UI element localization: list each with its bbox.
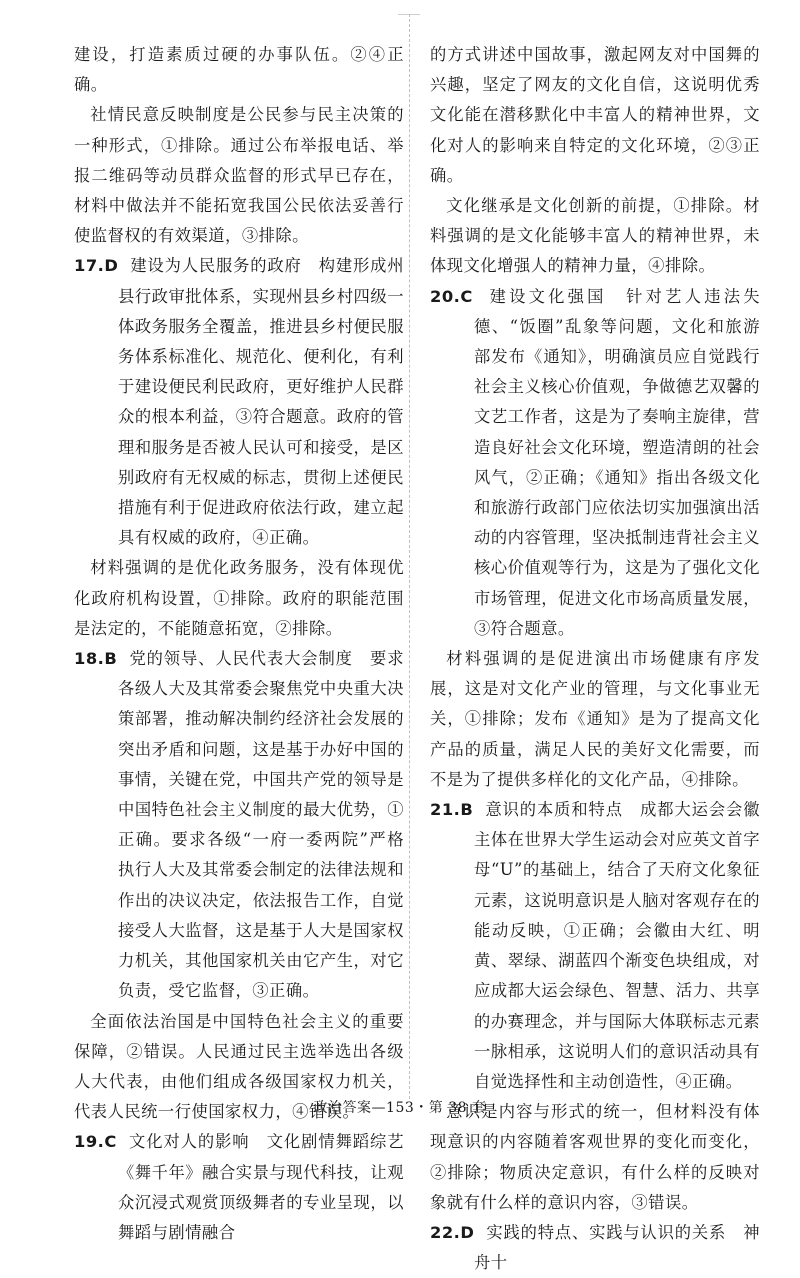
- question-17-text: 建设为人民服务的政府 构建形成州县行政审批体系，实现州县乡村四级一体政务服务全覆盖，推进县乡村便民服务体系标准化、规范化、便利化，有利于建设便民利民政府，更好维护人民群众的根本利益，③符合题意。政府的管理和服务是否被人民认可和接受，是区别政府有无权威的标志，贯彻上述便民措施有利于促进政府依法行政，建立起具有权威的政府，④正确。: [118, 256, 404, 548]
- answer-explanation: 社情民意反映制度是公民参与民主决策的一种形式，①排除。通过公布举报电话、举报二维码等动员群众监督的形式早已存在，材料中做法并不能拓宽我国公民依法妥善行使监督权的有效渠道，③排除。: [74, 105, 404, 246]
- question-22-text: 实践的特点、实践与认识的关系 神舟十: [474, 1222, 760, 1273]
- column-divider: [409, 14, 410, 1099]
- question-17-answer: [74, 251, 404, 553]
- question-20-answer: [430, 282, 760, 644]
- question-21-number: 21.B: [430, 800, 474, 820]
- question-21-answer: [430, 795, 760, 1097]
- question-20-text: 建设文化强国 针对艺人违法失德、“饭圈”乱象等问题，文化和旅游部发布《通知》，明确演员应自觉践行社会主义核心价值观，争做德艺双馨的文艺工作者，这是为了奏响主旋律，营造良好社会文化环境，塑造清朗的社会风气，②正确；《通知》指出各级文化和旅游行政部门应依法切实加强演出活动的内容管理，坚决抵制违背社会主义核心价值观等行为，这是为了强化文化市场管理，促进文化市场高质量发展，③符合题意。: [474, 286, 760, 638]
- answer-explanation: 文化继承是文化创新的前提，①排除。材料强调的是文化能够丰富人的精神世界，未体现文化增强人的精神力量，④排除。: [430, 196, 760, 276]
- question-17-note: 材料强调的是优化政务服务，没有体现优化政府机构设置，①排除。政府的职能范围是法定的，不能随意拓宽，②排除。: [74, 558, 404, 638]
- question-17-number: 17.D: [74, 256, 119, 276]
- question-18-number: 18.B: [74, 649, 118, 669]
- question-21-text: 意识的本质和特点 成都大运会会徽主体在世界大学生运动会对应英文首字母“U”的基础上，结合了天府文化象征元素，这说明意识是人脑对客观存在的能动反映，①正确；会徽由大红、明黄、翠绿、湖蓝四个渐变色块组成，对应成都大运会绿色、智慧、活力、共享的办赛理念，并与国际大体联标志元素一脉相承，这说明人们的意识活动具有自觉选择性和主动创造性，④正确。: [474, 800, 760, 1091]
- question-20-note: 材料强调的是促进演出市场健康有序发展，这是对文化产业的管理，与文化事业无关，①排除；发布《通知》是为了提高文化产品的质量，满足人民的美好文化需要，而不是为了提供多样化的文化产品，④排除。: [430, 649, 760, 789]
- question-19-answer: [74, 1127, 404, 1248]
- question-20-number: 20.C: [430, 286, 473, 306]
- right-column: [430, 40, 760, 1278]
- continued-answer: 的方式讲述中国故事，激起网友对中国舞的兴趣，坚定了网友的文化自信，这说明优秀文化能在潜移默化中丰富人的精神世界，文化对人的影响来自特定的文化环境，②③正确。: [430, 45, 760, 185]
- question-19-text: 文化对人的影响 文化剧情舞蹈综艺《舞千年》融合实景与现代科技，让观众沉浸式观赏顶级舞者的专业呈现，以舞蹈与剧情融合: [118, 1132, 404, 1242]
- question-22-number: 22.D: [430, 1222, 475, 1242]
- page-footer: 政治答案—153・第 38 套: [313, 1100, 487, 1116]
- continued-answer: 建设，打造素质过硬的办事队伍。②④正确。: [74, 45, 404, 95]
- question-22-answer: [430, 1218, 760, 1278]
- question-18-answer: [74, 644, 404, 1006]
- question-18-note: 全面依法治国是中国特色社会主义的重要保障，②错误。人民通过民主选举选出各级人大代表，由他们组成各级国家权力机关，代表人民统一行使国家权力，④错误。: [74, 1011, 404, 1122]
- left-column: [74, 40, 404, 1248]
- question-19-number: 19.C: [74, 1132, 117, 1152]
- question-21-note: 意识是内容与形式的统一，但材料没有体现意识的内容随着客观世界的变化而变化，②排除；物质决定意识，有什么样的反映对象就有什么样的意识内容，③错误。: [430, 1102, 760, 1212]
- question-18-text: 党的领导、人民代表大会制度 要求各级人大及其常委会聚焦党中央重大决策部署，推动解决制约经济社会发展的突出矛盾和问题，这是基于办好中国的事情，关键在党，中国共产党的领导是中国特色社会主义制度的最大优势，①正确。要求各级“一府一委两院”严格执行人大及其常委会制定的法律法规和作出的决议决定，依法报告工作，自觉接受人大监督，这是基于人大是国家权力机关，其他国家机关由它产生，对它负责，受它监督，③正确。: [118, 649, 404, 1001]
